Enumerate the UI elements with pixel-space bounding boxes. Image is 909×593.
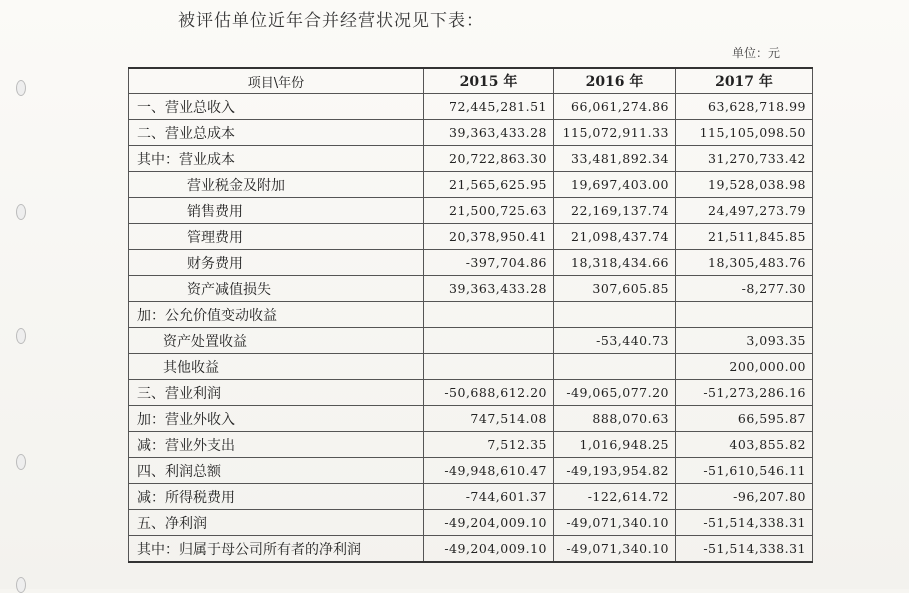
value-cell: -8,277.30 (676, 276, 813, 302)
row-label: 四、利润总额 (129, 458, 424, 484)
value-cell: -96,207.80 (676, 484, 813, 510)
row-label: 其中：归属于母公司所有者的净利润 (129, 536, 424, 563)
table-row (129, 198, 813, 224)
value-cell: 307,605.85 (554, 276, 676, 302)
table-header-row (129, 68, 813, 94)
intro-text: 被评估单位近年合并经营状况见下表： (178, 11, 484, 31)
value-cell: 18,305,483.76 (676, 250, 813, 276)
value-cell: -49,204,009.10 (424, 510, 554, 536)
value-cell: 21,098,437.74 (554, 224, 676, 250)
table-row (129, 354, 813, 380)
column-header-year: 2015 年 (424, 68, 554, 94)
punch-hole-icon (16, 577, 26, 593)
value-cell: 39,363,433.28 (424, 276, 554, 302)
table-row (129, 94, 813, 120)
table-row (129, 328, 813, 354)
value-cell (424, 354, 554, 380)
table-row (129, 120, 813, 146)
value-cell: -51,514,338.31 (676, 536, 813, 563)
row-label: 三、营业利润 (129, 380, 424, 406)
punch-hole-icon (16, 204, 26, 220)
value-cell: 115,072,911.33 (554, 120, 676, 146)
value-cell (424, 302, 554, 328)
value-cell: -49,193,954.82 (554, 458, 676, 484)
value-cell: 18,318,434.66 (554, 250, 676, 276)
value-cell: 200,000.00 (676, 354, 813, 380)
table-row (129, 432, 813, 458)
unit-label: 单位：元 (732, 46, 781, 60)
value-cell (676, 302, 813, 328)
column-header-item: 项目\年份 (129, 68, 424, 94)
value-cell: -50,688,612.20 (424, 380, 554, 406)
table-body (129, 94, 813, 563)
value-cell: -51,273,286.16 (676, 380, 813, 406)
row-label: 加：营业外收入 (129, 406, 424, 432)
row-label: 财务费用 (129, 250, 424, 276)
value-cell: -53,440.73 (554, 328, 676, 354)
value-cell: 72,445,281.51 (424, 94, 554, 120)
table-row (129, 406, 813, 432)
value-cell: -744,601.37 (424, 484, 554, 510)
row-label: 销售费用 (129, 198, 424, 224)
row-label: 其中：营业成本 (129, 146, 424, 172)
value-cell: 888,070.63 (554, 406, 676, 432)
value-cell: 19,697,403.00 (554, 172, 676, 198)
table-row (129, 484, 813, 510)
row-label: 资产减值损失 (129, 276, 424, 302)
row-label: 一、营业总收入 (129, 94, 424, 120)
table-row (129, 172, 813, 198)
row-label: 减：所得税费用 (129, 484, 424, 510)
value-cell: -49,071,340.10 (554, 510, 676, 536)
table-row (129, 536, 813, 563)
row-label: 营业税金及附加 (129, 172, 424, 198)
row-label: 加：公允价值变动收益 (129, 302, 424, 328)
value-cell: 39,363,433.28 (424, 120, 554, 146)
value-cell: -397,704.86 (424, 250, 554, 276)
value-cell (554, 354, 676, 380)
value-cell: -49,071,340.10 (554, 536, 676, 563)
punch-hole-icon (16, 80, 26, 96)
table-row (129, 276, 813, 302)
value-cell: 19,528,038.98 (676, 172, 813, 198)
row-label: 减：营业外支出 (129, 432, 424, 458)
punch-hole-icon (16, 454, 26, 470)
table-row (129, 458, 813, 484)
financial-table (128, 67, 813, 563)
row-label: 管理费用 (129, 224, 424, 250)
value-cell: 33,481,892.34 (554, 146, 676, 172)
value-cell: 21,565,625.95 (424, 172, 554, 198)
value-cell: 403,855.82 (676, 432, 813, 458)
value-cell: 1,016,948.25 (554, 432, 676, 458)
table-row (129, 302, 813, 328)
value-cell: 31,270,733.42 (676, 146, 813, 172)
value-cell: 66,061,274.86 (554, 94, 676, 120)
value-cell: 24,497,273.79 (676, 198, 813, 224)
value-cell: 7,512.35 (424, 432, 554, 458)
table-row (129, 380, 813, 406)
value-cell: 66,595.87 (676, 406, 813, 432)
value-cell (554, 302, 676, 328)
value-cell: -49,204,009.10 (424, 536, 554, 563)
value-cell: 21,500,725.63 (424, 198, 554, 224)
table-row (129, 224, 813, 250)
value-cell: -122,614.72 (554, 484, 676, 510)
punch-hole-icon (16, 328, 26, 344)
value-cell: 3,093.35 (676, 328, 813, 354)
column-header-year: 2017 年 (676, 68, 813, 94)
value-cell: 63,628,718.99 (676, 94, 813, 120)
value-cell: 21,511,845.85 (676, 224, 813, 250)
value-cell: -49,948,610.47 (424, 458, 554, 484)
value-cell: 115,105,098.50 (676, 120, 813, 146)
value-cell: -49,065,077.20 (554, 380, 676, 406)
value-cell: 22,169,137.74 (554, 198, 676, 224)
value-cell: 20,722,863.30 (424, 146, 554, 172)
column-header-year: 2016 年 (554, 68, 676, 94)
row-label: 资产处置收益 (129, 328, 424, 354)
value-cell: -51,514,338.31 (676, 510, 813, 536)
table-row (129, 146, 813, 172)
value-cell: -51,610,546.11 (676, 458, 813, 484)
row-label: 五、净利润 (129, 510, 424, 536)
row-label: 二、营业总成本 (129, 120, 424, 146)
value-cell: 747,514.08 (424, 406, 554, 432)
table-row (129, 250, 813, 276)
value-cell: 20,378,950.41 (424, 224, 554, 250)
row-label: 其他收益 (129, 354, 424, 380)
table-row (129, 510, 813, 536)
value-cell (424, 328, 554, 354)
